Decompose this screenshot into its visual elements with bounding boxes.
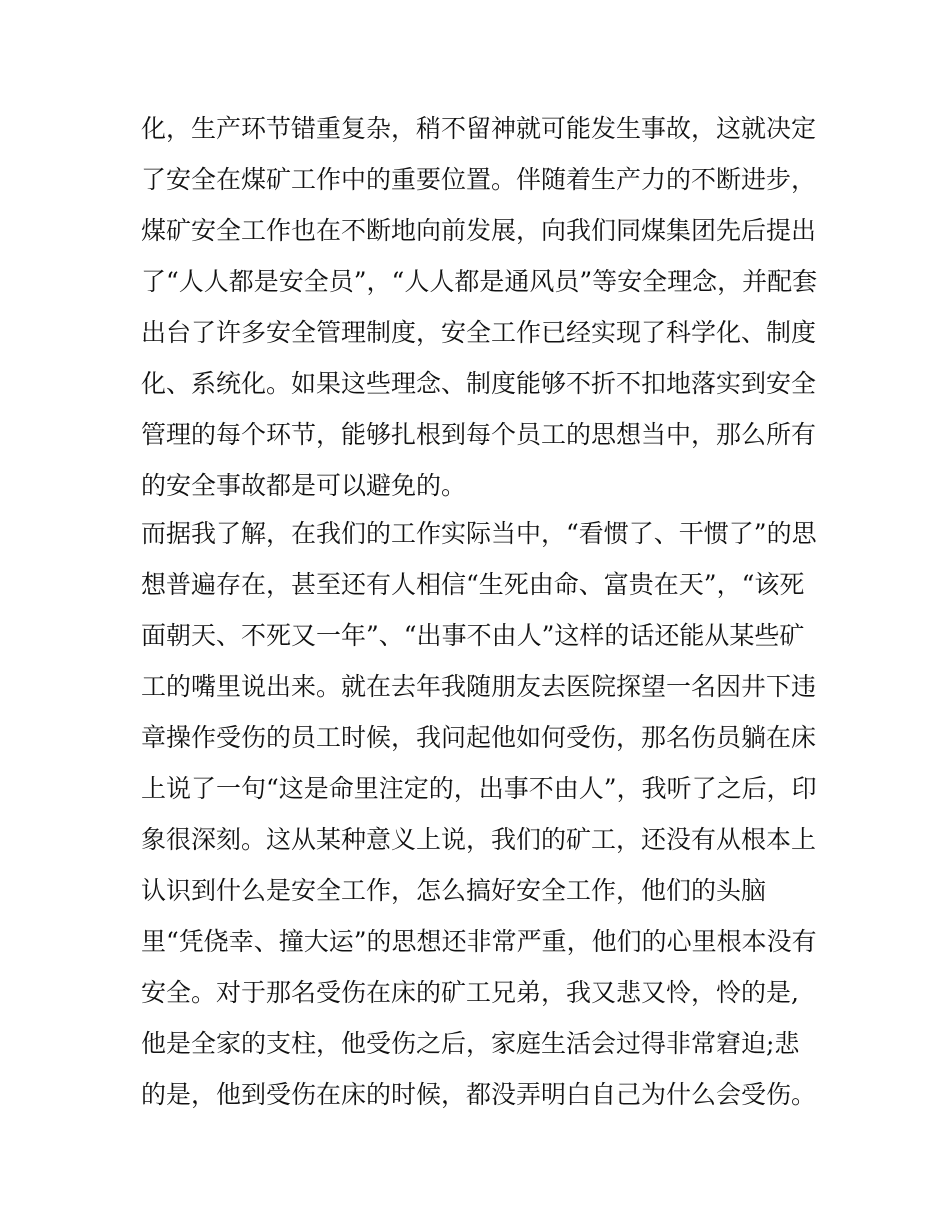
text-line: 了“人人都是安全员”，“人人都是通风员”等安全理念，并配套	[141, 267, 818, 296]
text-line: 而据我了解，在我们的工作实际当中，“看惯了、干惯了”的思	[141, 519, 817, 548]
text-line: 的安全事故都是可以避免的。	[141, 471, 467, 500]
text-line: 他是全家的支柱，他受伤之后，家庭生活会过得非常窘迫;悲	[141, 1029, 800, 1058]
text-line: 上说了一句“这是命里注定的，出事不由人”，我听了之后，印	[141, 774, 817, 803]
text-line: 煤矿安全工作也在不断地向前发展，向我们同煤集团先后提出	[141, 216, 817, 245]
text-line: 工的嘴里说出来。就在去年我随朋友去医院探望一名因井下违	[141, 672, 817, 701]
text-line: 的是，他到受伤在床的时候，都没弄明白自己为什么会受伤。	[141, 1080, 817, 1109]
text-line: 管理的每个环节，能够扎根到每个员工的思想当中，那么所有	[141, 420, 817, 449]
text-line: 象很深刻。这从某种意义上说，我们的矿工，还没有从根本上	[141, 825, 817, 854]
text-line: 出台了许多安全管理制度，安全工作已经实现了科学化、制度	[141, 318, 817, 347]
text-line: 了安全在煤矿工作中的重要位置。伴随着生产力的不断进步，	[141, 165, 817, 194]
text-line: 化、系统化。如果这些理念、制度能够不折不扣地落实到安全	[141, 369, 817, 398]
text-line: 章操作受伤的员工时候，我问起他如何受伤，那名伤员躺在床	[141, 723, 817, 752]
text-line: 化，生产环节错重复杂，稍不留神就可能发生事故，这就决定	[141, 114, 817, 143]
text-line: 里“凭侥幸、撞大运”的思想还非常严重，他们的心里根本没有	[141, 927, 817, 956]
text-line: 想普遍存在，甚至还有人相信“生死由命、富贵在天”，“该死	[141, 570, 805, 599]
text-line: 安全。对于那名受伤在床的矿工兄弟，我又悲又怜，怜的是,	[141, 978, 799, 1007]
text-line: 面朝天、不死又一年”、“出事不由人”这样的话还能从某些矿	[141, 621, 805, 650]
text-line: 认识到什么是安全工作，怎么搞好安全工作，他们的头脑	[141, 876, 767, 905]
